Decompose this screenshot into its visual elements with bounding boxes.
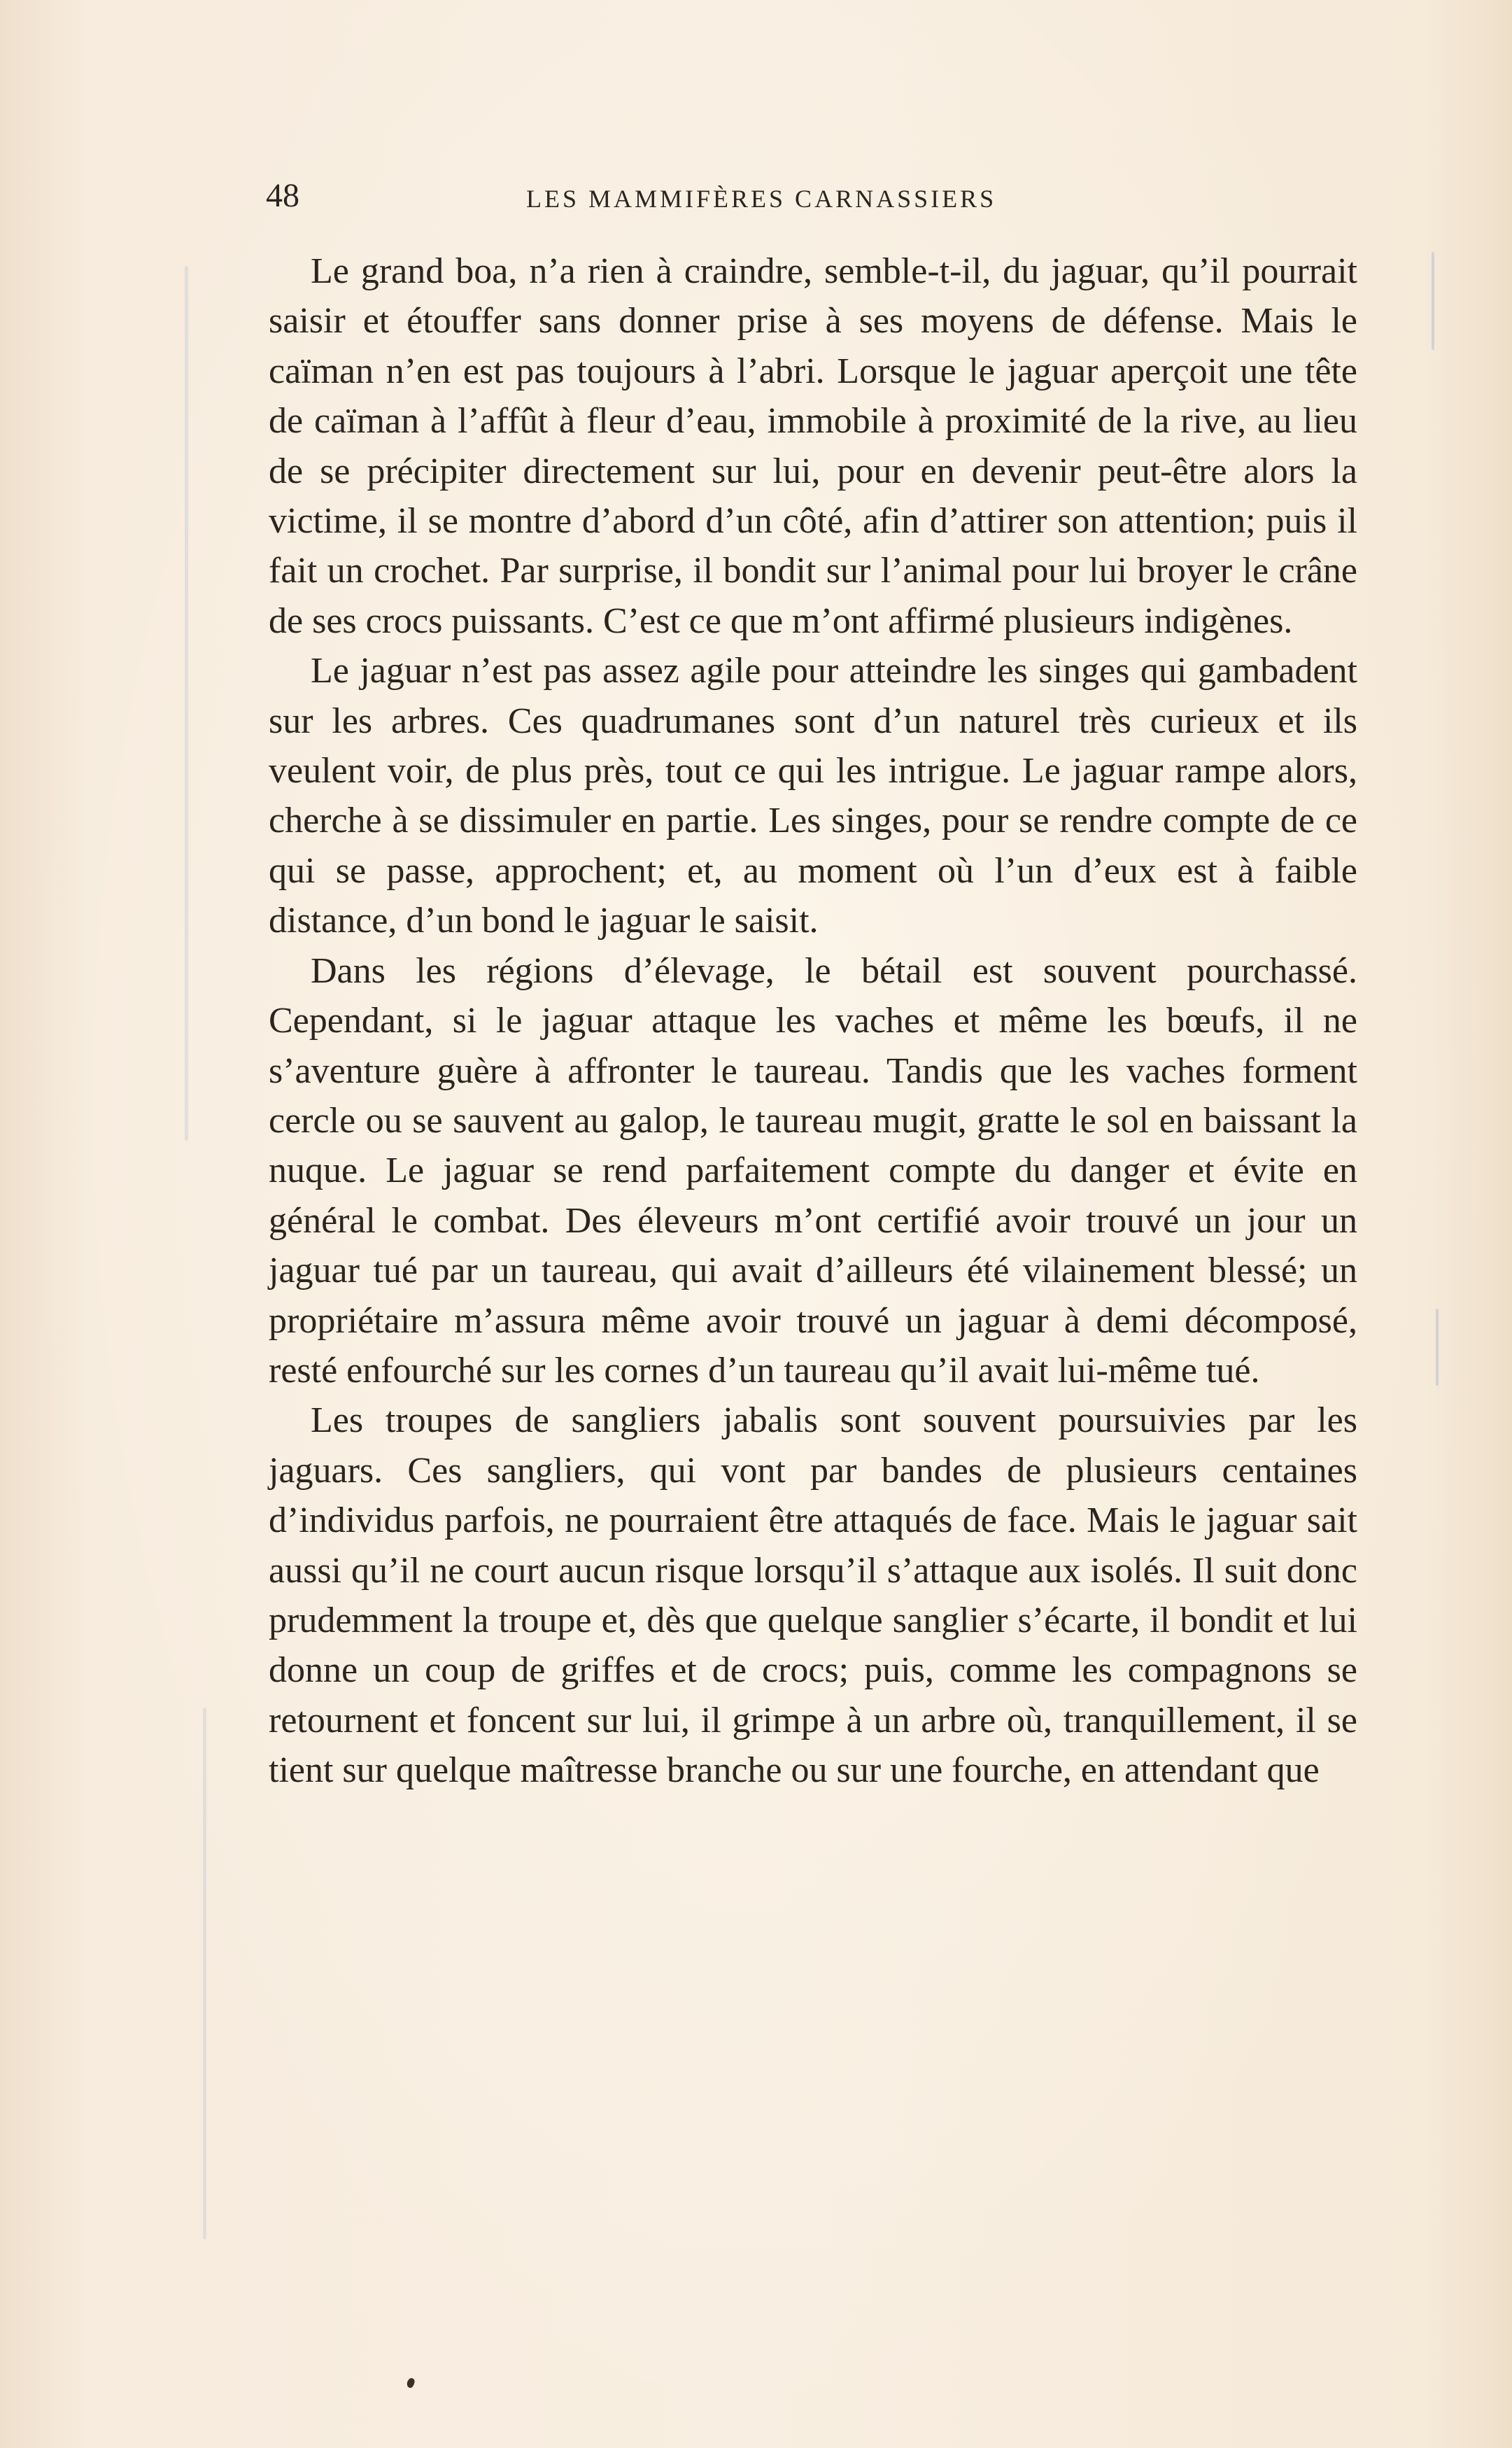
page-header xyxy=(266,175,1357,224)
paragraph: Le grand boa, n’a rien à craindre, semble-t-il, du jaguar, qu’il pourrait saisir et étouffer sans donner prise à ses moyens de défense. Mais le caïman n’en est pas toujours à l’abri. Lorsque le jaguar aperçoit une tête de caïman à l’affût à fleur d’eau, immobile à proximité de la rive, au lieu de se précipiter directement sur lui, pour en devenir peut-être alors la victime, il se montre d’abord d’un côté, afin d’attirer son attention; puis il fait un crochet. Par surprise, il bondit sur l’animal pour lui broyer le crâne de ses crocs puissants. C’est ce que m’ont affirmé plusieurs indigènes. xyxy=(269,251,1357,641)
margin-pencil-mark xyxy=(185,266,188,1141)
margin-pencil-mark xyxy=(1436,1309,1439,1386)
running-head: LES MAMMIFÈRES CARNASSIERS xyxy=(526,185,997,213)
ink-speck xyxy=(406,2377,416,2389)
paragraph: Les troupes de sangliers jabalis sont souvent poursuivies par les jaguars. Ces sangliers, qui vont par bandes de plusieurs centaines d’individus parfois, ne pourraient être attaqués de face. Mais le jaguar sait aussi qu’il ne court aucun risque lorsqu’il s’attaque aux isolés. Il suit donc prudemment la troupe et, dès que quelque sanglier s’écarte, il bondit et lui donne un coup de griffes et de crocs; puis, comme les compagnons se retournent et foncent sur lui, il grimpe à un arbre où, tranquillement, il se tient sur quelque maîtresse branche ou sur une fourche, en attendant que xyxy=(269,1400,1357,1791)
margin-pencil-mark xyxy=(1432,252,1434,350)
body-text xyxy=(269,246,1357,1796)
paragraph: Dans les régions d’élevage, le bétail est souvent pourchassé. Cependant, si le jaguar attaque les vaches et même les bœufs, il ne s’aventure guère à affronter le taureau. Tandis que les vaches forment cercle ou se sauvent au galop, le taureau mugit, gratte le sol en baissant la nuque. Le jaguar se rend parfaitement compte du danger et évite en général le combat. Des éleveurs m’ont certifié avoir trouvé un jour un jaguar tué par un taureau, qui avait d’ailleurs été vilainement blessé; un propriétaire m’assura même avoir trouvé un jaguar à demi décomposé, resté enfourché sur les cornes d’un taureau qu’il avait lui-même tué. xyxy=(269,950,1357,1391)
margin-pencil-mark xyxy=(203,1708,206,2239)
paragraph: Le jaguar n’est pas assez agile pour atteindre les singes qui gambadent sur les arbres. Ces quadrumanes sont d’un naturel très curieux et ils veulent voir, de plus près, tout ce qui les intrigue. Le jaguar rampe alors, cherche à se dissimuler en partie. Les singes, pour se rendre compte de ce qui se passe, approchent; et, au moment où l’un d’eux est à faible distance, d’un bond le jaguar le saisit. xyxy=(269,651,1357,941)
page-number: 48 xyxy=(266,177,299,214)
